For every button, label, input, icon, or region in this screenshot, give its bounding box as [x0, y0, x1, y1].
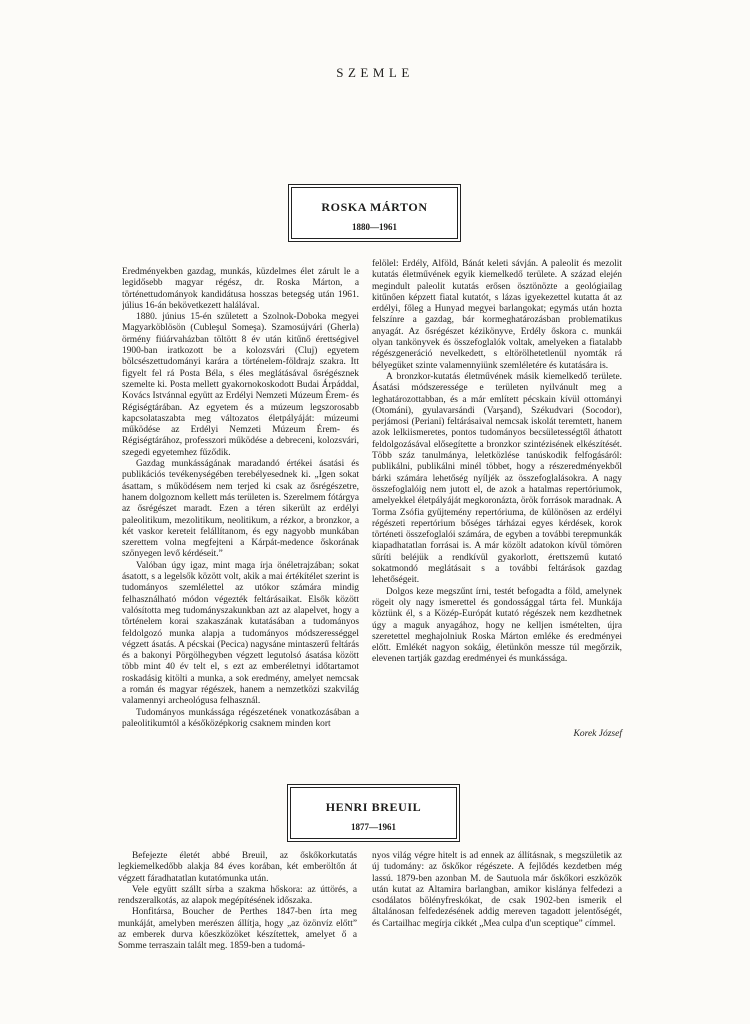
article-dates: 1877—1961	[351, 822, 396, 832]
breuil-right-column	[372, 851, 622, 976]
paragraph: Honfitársa, Boucher de Perthes 1847-ben írta meg munkáját, amelyben merészen állítja, hogy „az özönvíz előtt” az emberek durva kőeszközöket készítettek, amelyet ő a Somme terraszain talált meg. 1859-ben a tudomá-	[118, 907, 357, 952]
article-dates: 1880—1961	[352, 222, 397, 232]
title-box-roska	[288, 184, 461, 242]
author-signature: Korek József	[573, 729, 622, 739]
paragraph: Vele együtt szállt sírba a szakma hőskora: az úttörés, a rendszeralkotás, az alapok megépítésének időszaka.	[118, 884, 357, 907]
paragraph: Gazdag munkásságának maradandó értékei ásatási és publikációs tevékenységében terebélyesednek ki. „Igen sokat ásattam, s működésem nem terjed ki csak az ősrégészetre, hanem dolgoznom kellett más területen is. Szerelmem fótárgya az ősrégészet maradt. Ezen a téren sikerült az erdélyi paleolitikum, mezolitikum, neolitikum, a rézkor, a bronzkor, a két vaskor kereteit felállítanom, és egy nagyobb munkában szerettem volna megfejteni a Kárpát-medence őskorának szönyegen levő kérdéseit.”	[122, 459, 359, 560]
article-title: ROSKA MÁRTON	[321, 200, 428, 214]
article-title: HENRI BREUIL	[325, 800, 422, 814]
paragraph: A bronzkor-kutatás életművének másik kiemelkedő területe. Ásatási módszeressége e területen nyilvánult meg a leghatározottabban, és a már említett pécskain kívül ottományi (Otománi), gyulavarsándi (Varşand), Székudvari (Socodor), perjámosi (Periani) feltárásaival nemcsak iskolát teremtett, hanem azok lelkiismeretes, pontos tudományos becsületességtől áthatott feldolgozásával elősegítette a bronzkor szintézisének elkészítését. Több száz tanulmánya, leletközlése tanúskodik felfogásáról: publikálni, publikálni minél többet, hogy a részeredményekből bárki számára lehetőség nyíljék az összefoglalásokra. A nagy összefoglalóig nem jutott el, de azok a hatalmas repertóriumok, amelyekkel életpályáját megkoronázta, örök források maradnak. A Torma Zsófia gyűjtemény repertóriuma, de különösen az erdélyi régészeti repertórium bőséges tárházai egyes kérdések, korok történeti összefoglalói számára, de egyben a további terepmunkák kiapadhatatlan forrásai is. A már közölt adatokon kívül tömören sűríti beléjük a rendkívül gyakorlott, érettszemű kutató sokatmondó meglátásait s a további feltárások gazdag lehetőségeit.	[372, 371, 622, 586]
paragraph: Eredményekben gazdag, munkás, küzdelmes élet zárult le a legidősebb magyar régész, dr. Roska Márton, a történettudományok kandidátusa hosszas betegség után 1961. július 16-án bekövetkezett halálával.	[122, 267, 359, 311]
breuil-left-column	[118, 851, 357, 976]
paragraph: felölel: Erdély, Alföld, Bánát keleti sávján. A paleolit és mezolit kutatás életművének egyik kiemelkedő területe. A század elején megindult paleolit kutatás erősen ösztönözte a geológiailag kitűnően képzett fiatal kutatót, s lázas igyekezettel kutatta át az erdélyi, főleg a Hunyad megyei barlangokat; egymás után hozta felszínre a gazdag, bár kormeghatározásban problematikus anyagát. Az ősrégészet kézikönyve, Erdély őskora c. munkái olyan tankönyvek és összefoglalók voltak, amelyeken a fiatalabb régészgeneráció nevelkedett, s eltörölhetetlenül nyomták rá bélyegüket szinte valamennyiünk szemléletére és kutatására is.	[372, 259, 622, 371]
title-box-breuil	[287, 784, 460, 842]
paragraph: Tudományos munkássága régészetének vonatkozásában a paleolitikumtól a későközépkorig csaknem minden kort	[122, 707, 359, 729]
paragraph: Dolgos keze megszűnt írni, testét befogadta a föld, amelynek rögeit oly nagy ismerettel és gondossággal tárta fel. Munkája köztünk él, s a Közép-Európát kutató régészek nem kezdhetnek úgy a maguk anyagához, hogy ne kelljen ismételten, újra szeretettel meghajolniuk Roska Márton emléke és eredményei előtt. Emlékét nagyon sokáig, életünkön messze túl megőrzik, elevenen tartják gazdag eredményei és munkássága.	[372, 586, 622, 665]
roska-left-column	[122, 267, 359, 742]
paragraph: Befejezte életét abbé Breuil, az őskőkorkutatás legkiemelkedőbb alakja 84 éves korában, két emberöltőn át végzett fáradhatatlan kutatómunka után.	[118, 851, 357, 884]
roska-right-column	[372, 259, 622, 707]
section-header: SZEMLE	[336, 65, 414, 80]
paragraph: 1880. június 15-én született a Szolnok-Doboka megyei Magyarköblösön (Cubleşul Someşa). Szamosújvári (Gherla) örmény fiúárvaházban töltött 8 év után kitűnő érettségivel 1900-ban iratkozott be a kolozsvári (Cluj) egyetem bölcsészettudományi karára a történelem-földrajz szakra. Itt figyelt fel rá Posta Béla, s éles meglátásával ősrégésznek szemelte ki. Posta mellett gyakornokoskodott Budai Árpáddal, Kovács Istvánnal együtt az Erdélyi Nemzeti Múzeum Érem- és Régiségtárában. Az egyetem és a múzeum legszorosabb kapcsolataszabta meg változatos életpályáját: múzeumi működése az Erdélyi Nemzeti Múzeum Érem- és Régiségtárához, professzori működése a debreceni, kolozsvári, szegedi egyetemhez fűződik.	[122, 312, 359, 458]
paragraph: Valóban úgy igaz, mint maga írja önéletrajzában; sokat ásatott, s a legelsők között volt, akik a mai értékítélet szerint is tudományos szemlélettel az utókor számára mindig felhasználható módon végezték feltárásaikat. Elsők között valósította meg tudományszakunkban azt az alapelvet, hogy a történelem korai szakaszának kutatásában a tudományos feldolgozó munka alapja a tudományos módszerességgel végzett ásatás. A pécskai (Pecica) nagysáne mintaszerű feltárás és a bakonyi Pörgölhegyben végzett legutolsó ásatása között több mint 40 év telt el, s ezt az emberéletnyi időtartamot roskadásig kitölti a munka, a sok eredmény, amelyet nemcsak a román és magyar régészek, hanem a nemzetközi szakvilág valamennyi archeológusa felhasznál.	[122, 560, 359, 707]
paragraph: nyos világ végre hitelt is ad ennek az állításnak, s megszületik az új tudomány: az őskőkor régészete. A fejlődés kezdetben még lassú. 1879-ben azonban M. de Sautuola már őskőkori eszközök után kutat az Altamira barlangban, amikor kislánya felfedezi a csodálatos bölényfreskókat, de csak 1902-ben ismerik el általánosan felfedezésének addig mereven tagadott jelentőségét, és Cartailhac megírja cikkét „Mea culpa d'un sceptique” címmel.	[372, 851, 622, 929]
